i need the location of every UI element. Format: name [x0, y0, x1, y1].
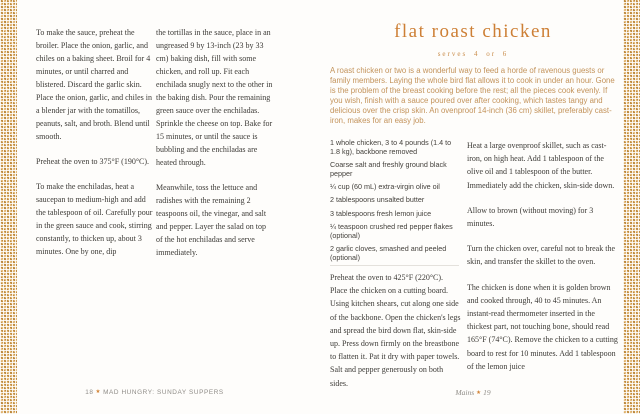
ingredient-item: ¼ cup (60 mL) extra-virgin olive oil: [330, 182, 440, 192]
method-paragraph: Heat a large ovenproof skillet, such as cast-iron, on high heat. Add 1 tablespoon of the olive oil and 1 tablespoon of the butter. Immediately add the chicken, skin-side down.: [467, 141, 615, 190]
ingredient-item: 1 whole chicken, 3 to 4 pounds (1.4 to 1.8 kg), backbone removed: [330, 138, 452, 156]
star-separator-icon: ★: [476, 390, 482, 396]
recipe-paragraph: Meanwhile, toss the lettuce and radishes with the remaining 2 teaspoons oil, the vinegar, and salt and pepper. Layer the salad on top of the hot enchiladas and serve immediately.: [156, 183, 267, 257]
recipe-paragraph: Preheat the oven to 375°F (190°C).: [36, 157, 150, 166]
method-paragraph: Allow to brown (without moving) for 3 minutes.: [467, 205, 594, 229]
decorative-border-right: [623, 0, 640, 414]
ingredient-item: 2 garlic cloves, smashed and peeled (optional): [330, 244, 447, 262]
serves-line: serves 4 or 6: [437, 50, 509, 58]
section-name: Mains: [455, 388, 475, 397]
decorative-border-left: [0, 0, 17, 414]
recipe-intro: A roast chicken or two is a wonderful way to feed a horde of ravenous guests or family members. Laying the whole bird flat allows it to cook in under an hour. Gone is the problem of the breast cooking before the rest; all the pieces cook evenly. If you wish, finish with a sauce poured over after cooking, which tastes tangy and delicious over the crisp skin. An ovenproof 14-inch (36 cm) skillet, preferably cast-iron, makes for an easy job.: [330, 66, 615, 125]
recipe-paragraph: To make the sauce, preheat the broiler. Place the onion, garlic, and chiles on a baking sheet. Broil for 4 minutes, or until charred and blistered. Discard the garlic skin. Place the onion, garlic, and chiles in a blender jar with the tomatillos, peanuts, salt, and broth. Blend until smooth.: [36, 28, 152, 141]
method-column-1: [330, 271, 462, 402]
ingredient-item: 3 tablespoons fresh lemon juice: [330, 208, 432, 218]
recipe-paragraph: the tortillas in the sauce, place in an ungreased 9 by 13-inch (23 by 33 cm) baking dish, fill with some chicken, and roll up. Fit each enchilada snugly next to the other in the baking dish. Pour the remaining green sauce over the enchiladas. Sprinkle the cheese on top. Bake for 15 minutes, or until the sauce is bubbling and the enchiladas are heated through.: [156, 28, 273, 167]
recipe-title: flat roast chicken: [394, 21, 552, 42]
page-number: 19: [483, 388, 491, 397]
right-page-footer: [330, 388, 616, 397]
method-paragraph: Preheat the oven to 425°F (220°C). Place the chicken on a cutting board. Using kitchen shears, cut along one side of the backbone. Open the chicken's legs and spread the bird down flat, skin-side up. Press down firmly on the breastbone to flatten it. Pat it dry with paper towels. Salt and pepper generously on both sides.: [330, 273, 461, 388]
left-page-column-2: [156, 26, 273, 271]
ingredient-item: ¼ teaspoon crushed red pepper flakes (optional): [330, 222, 453, 240]
method-column-2: [467, 139, 619, 385]
recipe-paragraph: To make the enchiladas, heat a saucepan to medium-high and add the tablespoon of oil. Carefully pour in the green sauce and cook, stirring constantly, to thicken up, about 3 minutes. One by one, dip: [36, 182, 153, 256]
method-paragraph: Turn the chicken over, careful not to break the skin, and transfer the skillet to the oven.: [467, 244, 615, 267]
ingredient-item: 2 tablespoons unsalted butter: [330, 195, 425, 205]
method-paragraph: The chicken is done when it is golden brown and cooked through, 40 to 45 minutes. An instant-read thermometer inserted in the thickest part, not touching bone, should read 165°F (74°C). Remove the chicken to a cutting board to rest for 10 minutes. Add 1 tablespoon of the lemon juice: [467, 282, 618, 371]
left-page-footer: [36, 389, 273, 396]
section-divider-rule: [330, 265, 459, 266]
ingredient-item: Coarse salt and freshly ground black pepper: [330, 160, 447, 178]
running-book-title: MAD HUNGRY: SUNDAY SUPPERS: [103, 389, 224, 396]
left-page-column-1: [36, 26, 154, 270]
ingredients-list: [330, 139, 458, 267]
page-number: 18: [85, 389, 94, 396]
star-separator-icon: ★: [95, 389, 102, 395]
